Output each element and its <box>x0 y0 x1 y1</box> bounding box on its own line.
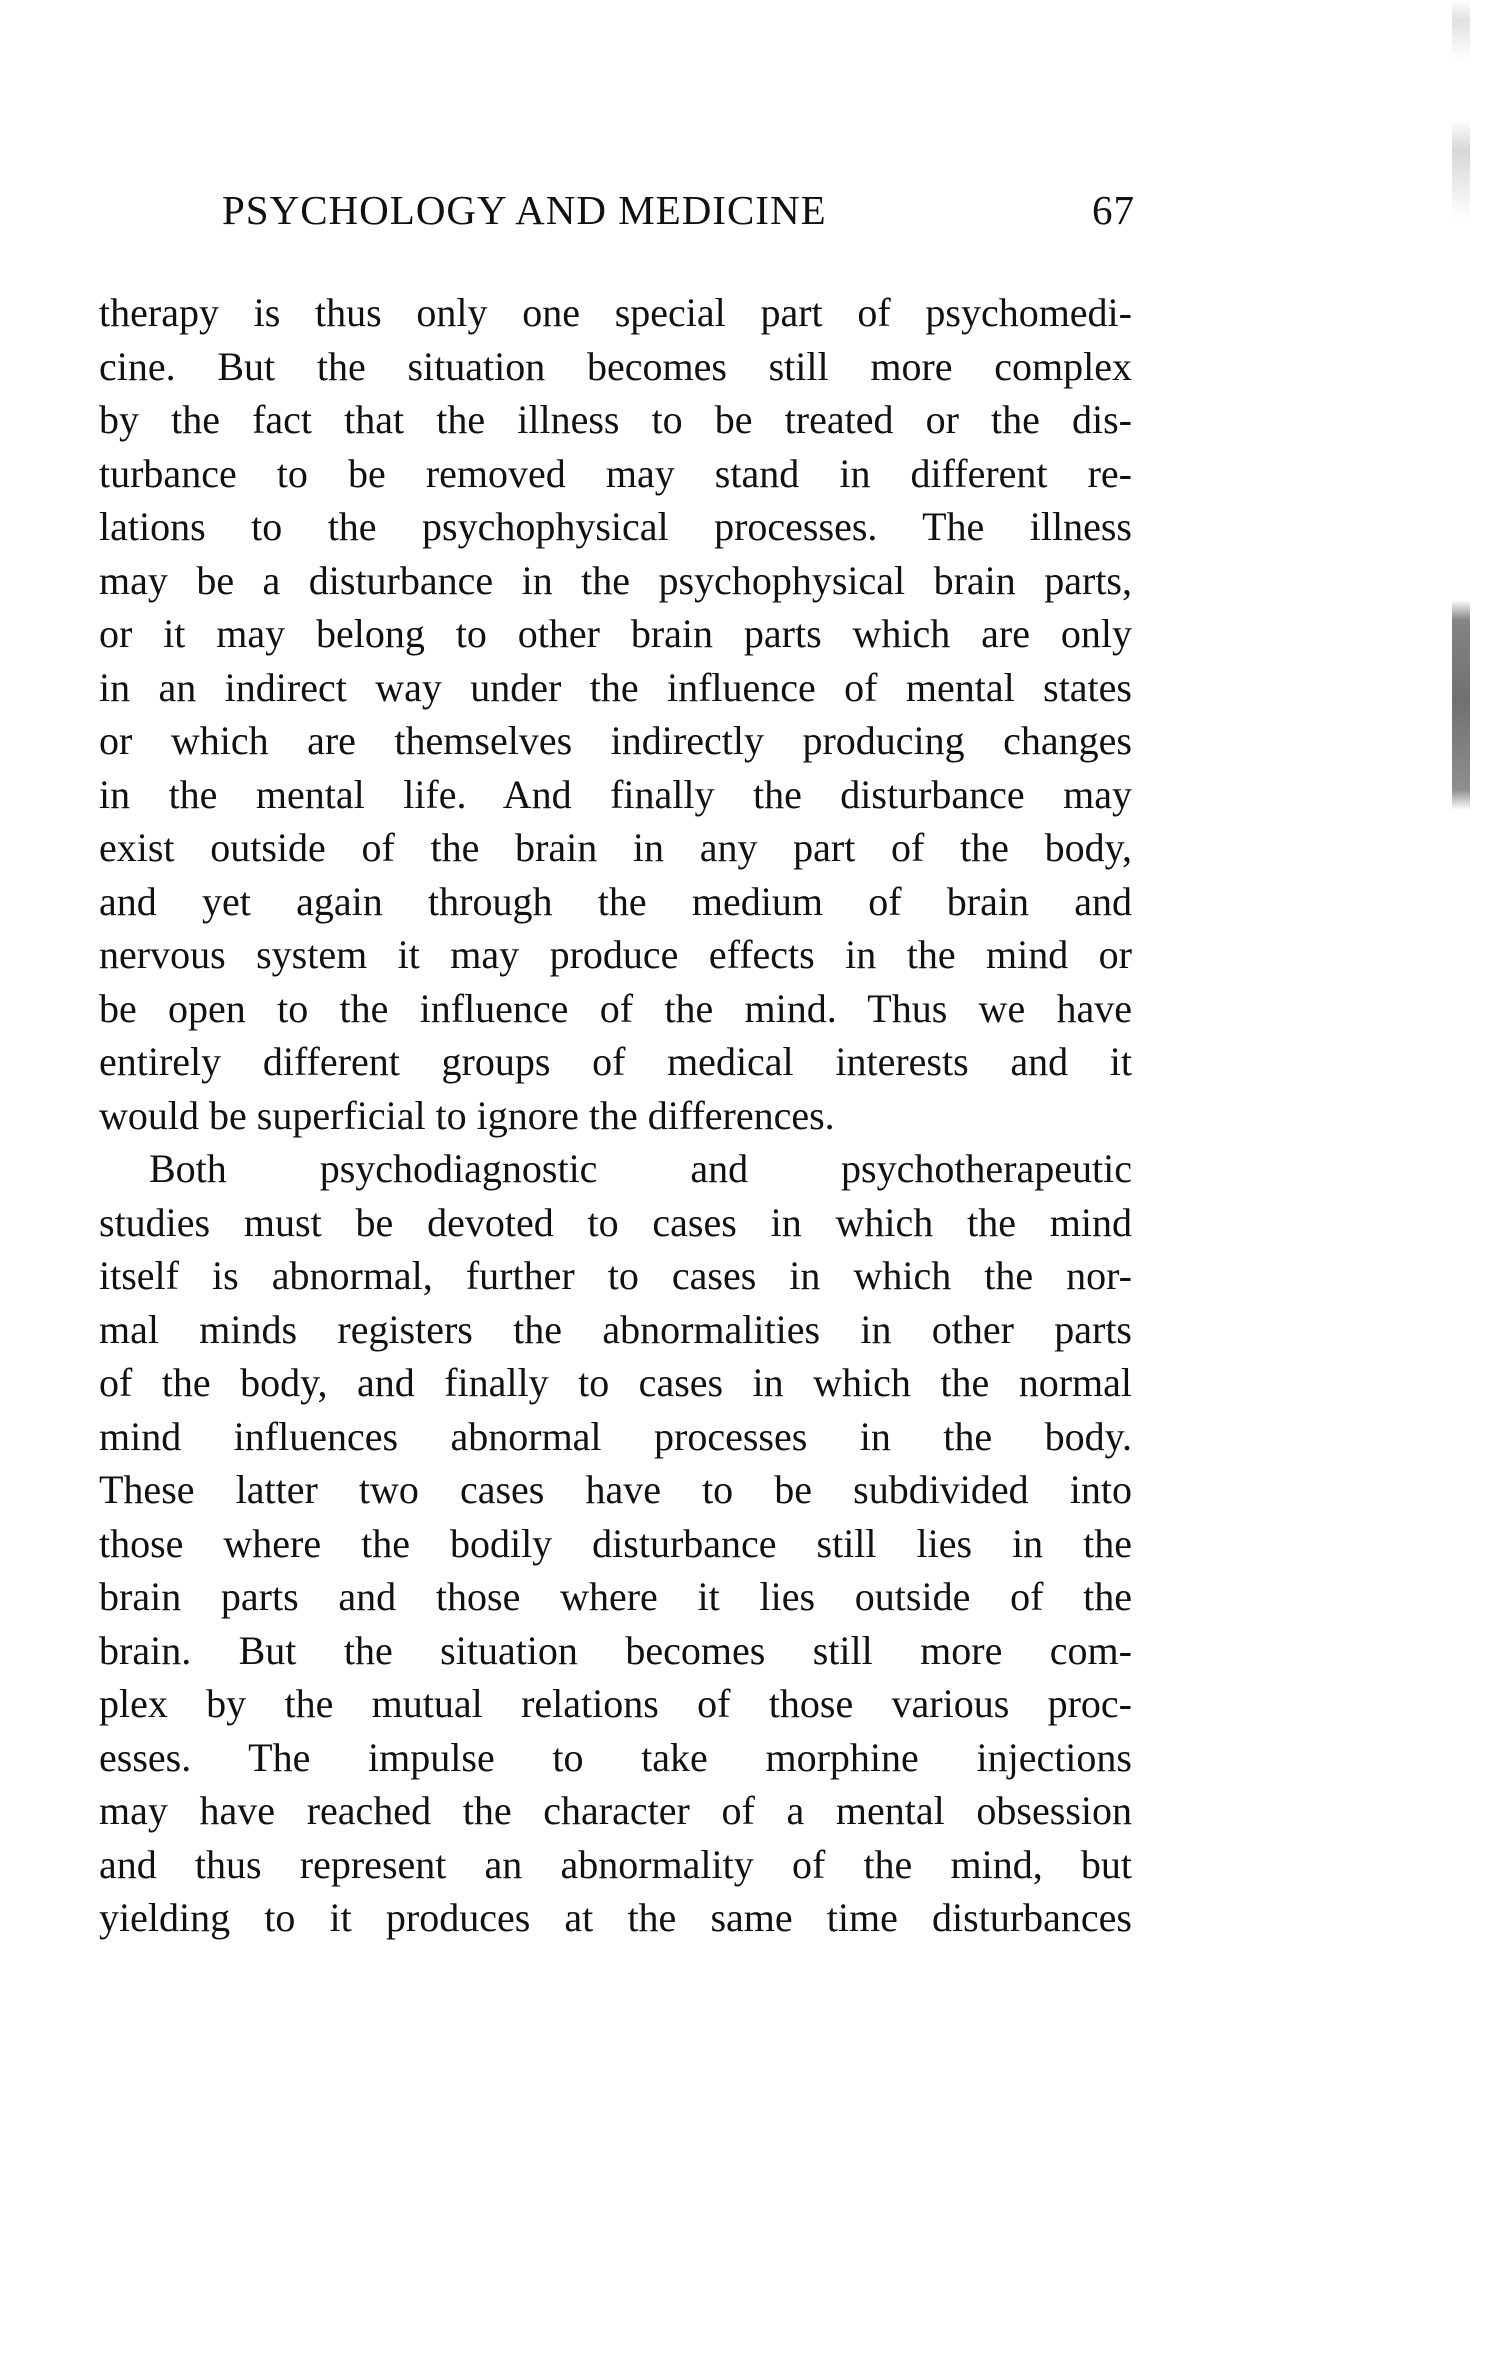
text-line: brain parts and those where it lies outside of the <box>99 1574 1132 1619</box>
text-line: or which are themselves indirectly producing changes <box>99 718 1132 763</box>
text-line: lations to the psychophysical processes. The illness <box>99 504 1132 549</box>
text-line: studies must be devoted to cases in which the mind <box>99 1199 1132 1245</box>
text-line: These latter two cases have to be subdivided into <box>99 1467 1132 1512</box>
text-line: and thus represent an abnormality of the mind, but <box>99 1841 1132 1887</box>
text-line: be open to the influence of the mind. Thus we have <box>99 985 1132 1031</box>
running-title: PSYCHOLOGY AND MEDICINE <box>222 187 827 233</box>
text-line: therapy is thus only one special part of psychomedi- <box>99 290 1132 335</box>
text-line: brain. But the situation becomes still more com- <box>99 1627 1132 1673</box>
text-line: may have reached the character of a mental obsession <box>99 1788 1132 1833</box>
text-line: plex by the mutual relations of those various proc- <box>99 1681 1132 1726</box>
page-number: 67 <box>1092 187 1135 233</box>
text-line: cine. But the situation becomes still more complex <box>99 343 1132 389</box>
text-line: in an indirect way under the influence of mental states <box>99 664 1132 710</box>
text-line: nervous system it may produce effects in the mind or <box>99 932 1132 977</box>
text-line: esses. The impulse to take morphine injections <box>99 1734 1132 1780</box>
text-line: exist outside of the brain in any part of the body, <box>99 825 1132 870</box>
text-line: mind influences abnormal processes in the body. <box>99 1413 1132 1459</box>
text-line: itself is abnormal, further to cases in which the nor- <box>99 1253 1132 1298</box>
text-line: yielding to it produces at the same time disturbances <box>99 1895 1132 1940</box>
scan-edge-artifact <box>1452 0 1470 1000</box>
text-line: those where the bodily disturbance still lies in the <box>99 1520 1132 1566</box>
running-header <box>222 186 1135 246</box>
text-line: of the body, and finally to cases in which the normal <box>99 1360 1132 1405</box>
text-line: mal minds registers the abnormalities in other parts <box>99 1306 1132 1352</box>
text-line: by the fact that the illness to be treated or the dis- <box>99 397 1132 442</box>
text-line: turbance to be removed may stand in different re- <box>99 450 1132 496</box>
text-line: would be superficial to ignore the differences. <box>99 1092 835 1138</box>
text-line: in the mental life. And finally the disturbance may <box>99 771 1132 817</box>
text-line: Both psychodiagnostic and psychotherapeutic <box>149 1146 1132 1191</box>
text-line: and yet again through the medium of brain and <box>99 878 1132 924</box>
text-line: may be a disturbance in the psychophysical brain parts, <box>99 557 1132 603</box>
text-line: or it may belong to other brain parts which are only <box>99 611 1132 656</box>
body-text <box>99 286 1132 1945</box>
text-line: entirely different groups of medical interests and it <box>99 1039 1132 1084</box>
